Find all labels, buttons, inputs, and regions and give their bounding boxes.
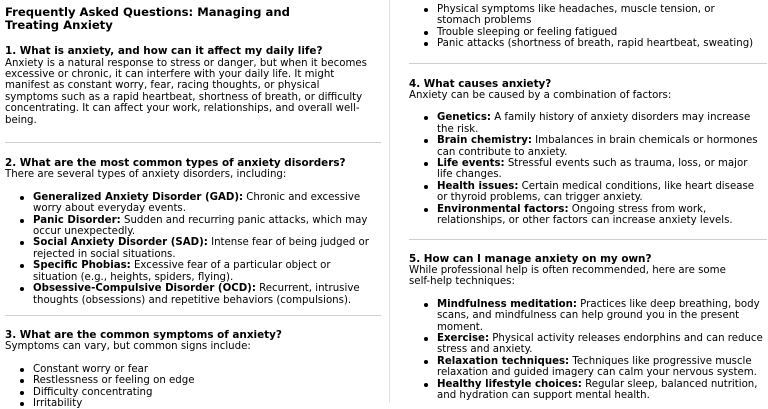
list-item: Restlessness or feeling on edge bbox=[33, 375, 379, 386]
list-item bbox=[437, 356, 764, 379]
list-item-text: Physical activity releases endorphins and can reduce stress and anxiety. bbox=[437, 332, 763, 356]
section-divider bbox=[409, 239, 767, 240]
self-help-list bbox=[409, 299, 764, 402]
list-item-term: Healthy lifestyle choices: bbox=[437, 378, 582, 390]
section-divider bbox=[5, 142, 381, 143]
list-item-term: Brain chemistry: bbox=[437, 135, 532, 147]
list-item-text: A family history of anxiety disorders may increase the risk. bbox=[437, 112, 751, 135]
list-item-text: Recurrent, intrusive thoughts (obsessions) and repetitive behaviors (compulsions). bbox=[33, 283, 360, 306]
list-item bbox=[33, 260, 373, 283]
faq-section-1 bbox=[5, 46, 379, 126]
section-divider bbox=[5, 315, 381, 316]
faq-question-3: 3. What are the common symptoms of anxiety? bbox=[5, 328, 282, 341]
list-item-term: Mindfulness meditation: bbox=[437, 298, 577, 310]
faq-intro-3: Symptoms can vary, but common signs include: bbox=[5, 341, 251, 353]
list-item bbox=[437, 135, 764, 158]
list-item-term: Panic Disorder: bbox=[33, 214, 121, 226]
list-item-text: Practices like deep breathing, body scans, and mindfulness can help ground you in the present moment. bbox=[437, 298, 760, 333]
list-item: Irritability bbox=[33, 398, 379, 409]
symptoms-list bbox=[5, 364, 379, 409]
list-item-text: Intense fear of being judged or rejected in social situations. bbox=[33, 237, 369, 260]
list-item: Panic attacks (shortness of breath, rapid heartbeat, sweating) bbox=[437, 38, 757, 49]
list-item bbox=[437, 204, 764, 227]
causes-list bbox=[409, 112, 764, 226]
faq-section-3 bbox=[5, 330, 379, 409]
faq-intro-2: There are several types of anxiety disorders, including: bbox=[5, 169, 287, 181]
faq-intro-5: While professional help is often recommended, here are some self-help techniques: bbox=[409, 264, 726, 288]
list-item-text: Sudden and recurring panic attacks, which may occur unexpectedly. bbox=[33, 214, 368, 238]
list-item-text: Regular sleep, balanced nutrition, and hydration can support mental health. bbox=[437, 378, 758, 401]
faq-section-2 bbox=[5, 158, 379, 306]
list-item bbox=[33, 192, 373, 215]
list-item-text: Stressful events such as trauma, loss, or major life changes. bbox=[437, 158, 748, 181]
faq-question-5: 5. How can I manage anxiety on my own? bbox=[409, 252, 652, 265]
list-item bbox=[437, 299, 764, 333]
list-item bbox=[33, 215, 373, 238]
list-item bbox=[33, 283, 373, 306]
list-item-term: Exercise: bbox=[437, 332, 490, 344]
anxiety-types-list bbox=[5, 192, 373, 306]
list-item-term: Environmental factors: bbox=[437, 203, 569, 215]
faq-question-1: 1. What is anxiety, and how can it affect my daily life? bbox=[5, 45, 323, 58]
list-item-text: Imbalances in brain chemicals or hormones can contribute to anxiety. bbox=[437, 135, 758, 158]
list-item-term: Specific Phobias: bbox=[33, 260, 131, 272]
section-divider bbox=[409, 63, 767, 64]
list-item-text: Excessive fear of a particular object or situation (e.g., heights, spiders, flying). bbox=[33, 260, 331, 283]
list-item-term: Life events: bbox=[437, 158, 505, 170]
symptoms-list-continued bbox=[409, 4, 757, 50]
list-item bbox=[437, 379, 764, 402]
list-item: Trouble sleeping or feeling fatigued bbox=[437, 27, 757, 38]
faq-section-4 bbox=[409, 79, 764, 227]
list-item bbox=[437, 333, 764, 356]
list-item-text: Techniques like progressive muscle relaxation and guided imagery can calm your nervous system. bbox=[437, 355, 757, 379]
list-item bbox=[437, 158, 764, 181]
faq-section-5 bbox=[409, 254, 764, 402]
list-item: Constant worry or fear bbox=[33, 364, 379, 375]
list-item-text: Ongoing stress from work, relationships, or other factors can increase anxiety levels. bbox=[437, 203, 733, 227]
faq-intro-4: Anxiety can be caused by a combination of factors: bbox=[409, 90, 672, 102]
list-item-term: Relaxation techniques: bbox=[437, 355, 570, 367]
list-item: Physical symptoms like headaches, muscle tension, or stomach problems bbox=[437, 4, 757, 27]
list-item bbox=[437, 181, 764, 204]
column-divider bbox=[389, 0, 390, 403]
list-item bbox=[33, 237, 373, 260]
list-item-term: Genetics: bbox=[437, 112, 491, 124]
right-column bbox=[409, 0, 764, 401]
list-item bbox=[437, 112, 764, 135]
faq-question-4: 4. What causes anxiety? bbox=[409, 77, 552, 90]
page-title: Frequently Asked Questions: Managing and Treating Anxiety bbox=[5, 5, 290, 32]
list-item-text: Chronic and excessive worry about everyday events. bbox=[33, 191, 361, 215]
list-item-text: Certain medical conditions, like heart disease or thyroid problems, can trigger anxiety. bbox=[437, 180, 755, 204]
list-item: Difficulty concentrating bbox=[33, 387, 379, 398]
left-column bbox=[5, 0, 379, 409]
list-item-term: Obsessive-Compulsive Disorder (OCD): bbox=[33, 283, 256, 295]
list-item-term: Health issues: bbox=[437, 180, 519, 192]
faq-question-2: 2. What are the most common types of anxiety disorders? bbox=[5, 157, 346, 170]
list-item-term: Generalized Anxiety Disorder (GAD): bbox=[33, 191, 244, 203]
faq-answer-1: Anxiety is a natural response to stress or danger, but when it becomes excessive or chronic, it can interfere with your daily life. It might manifest as constant worry, fear, racing thoughts, or physical symptoms such as a rapid heartbeat, shortness of breath, or difficulty concentrating. It can affect your work, relationships, and overall well-being. bbox=[5, 57, 367, 126]
list-item-term: Social Anxiety Disorder (SAD): bbox=[33, 237, 208, 249]
